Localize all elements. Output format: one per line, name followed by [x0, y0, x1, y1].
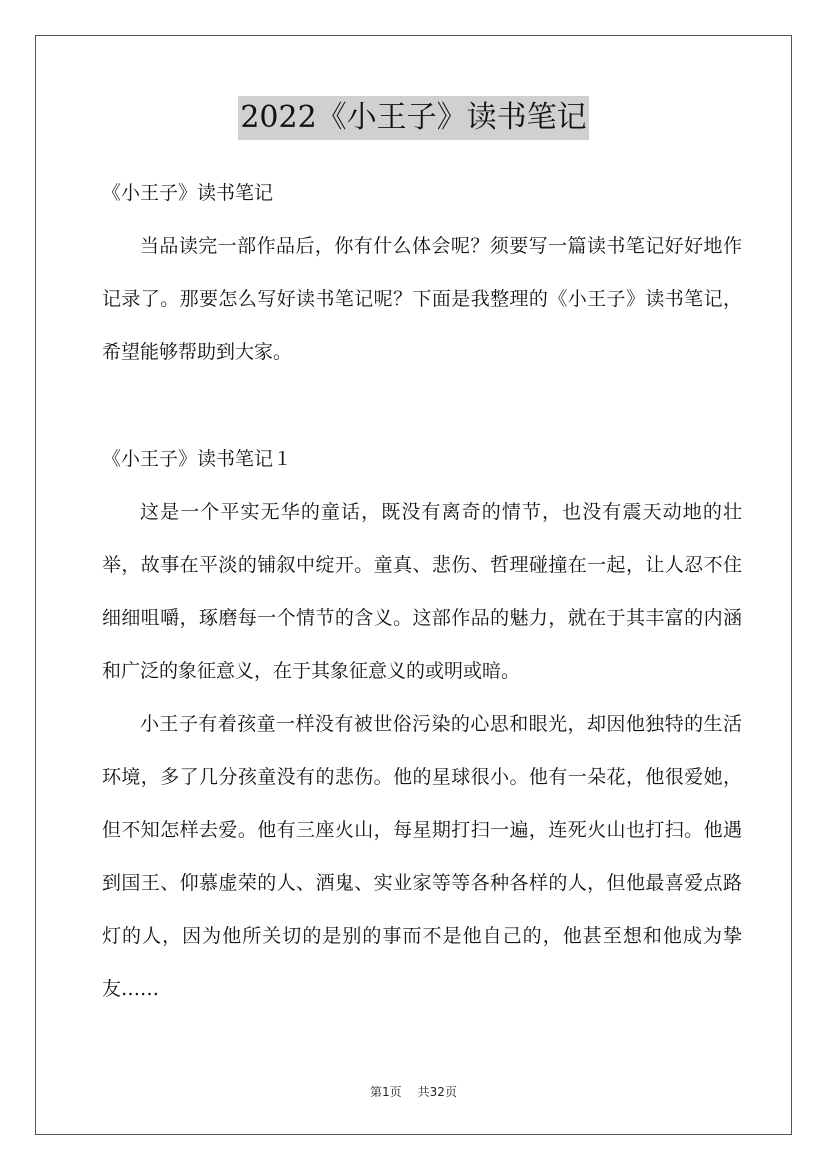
intro-paragraph: 当品读完一部作品后，你有什么体会呢？须要写一篇读书笔记好好地作记录了。那要怎么写好读书笔记呢？下面是我整理的《小王子》读书笔记，希望能够帮助到大家。 — [102, 235, 742, 363]
page-footer — [0, 1083, 827, 1100]
subheading: 《小王子》读书笔记 — [102, 182, 274, 204]
title-container — [0, 96, 827, 140]
section-1-heading: 《小王子》读书笔记１ — [102, 448, 293, 470]
document-title: 2022《小王子》读书笔记 — [238, 96, 588, 140]
section-1-paragraph-2: 小王子有着孩童一样没有被世俗污染的心思和眼光，却因他独特的生活环境，多了几分孩童没有的悲伤。他的星球很小。他有一朵花，他很爱她，但不知怎样去爱。他有三座火山，每星期打扫一遍，连死火山也打扫。他遇到国王、仰慕虚荣的人、酒鬼、实业家等等各种各样的人，但他最喜爱点路灯的人，因为他所关切的是别的事而不是他自己的，他甚至想和他成为挚友…… — [102, 713, 742, 1000]
total-pages: 共32页 — [417, 1085, 457, 1099]
page-number: 第1页 — [370, 1085, 402, 1099]
section-1-paragraph-1: 这是一个平实无华的童话，既没有离奇的情节，也没有震天动地的壮举，故事在平淡的铺叙中绽开。童真、悲伤、哲理碰撞在一起，让人忍不住细细咀嚼，琢磨每一个情节的含义。这部作品的魅力，就在于其丰富的内涵和广泛的象征意义，在于其象征意义的或明或暗。 — [102, 501, 742, 682]
spacer — [102, 379, 742, 432]
document-body — [102, 166, 742, 1016]
